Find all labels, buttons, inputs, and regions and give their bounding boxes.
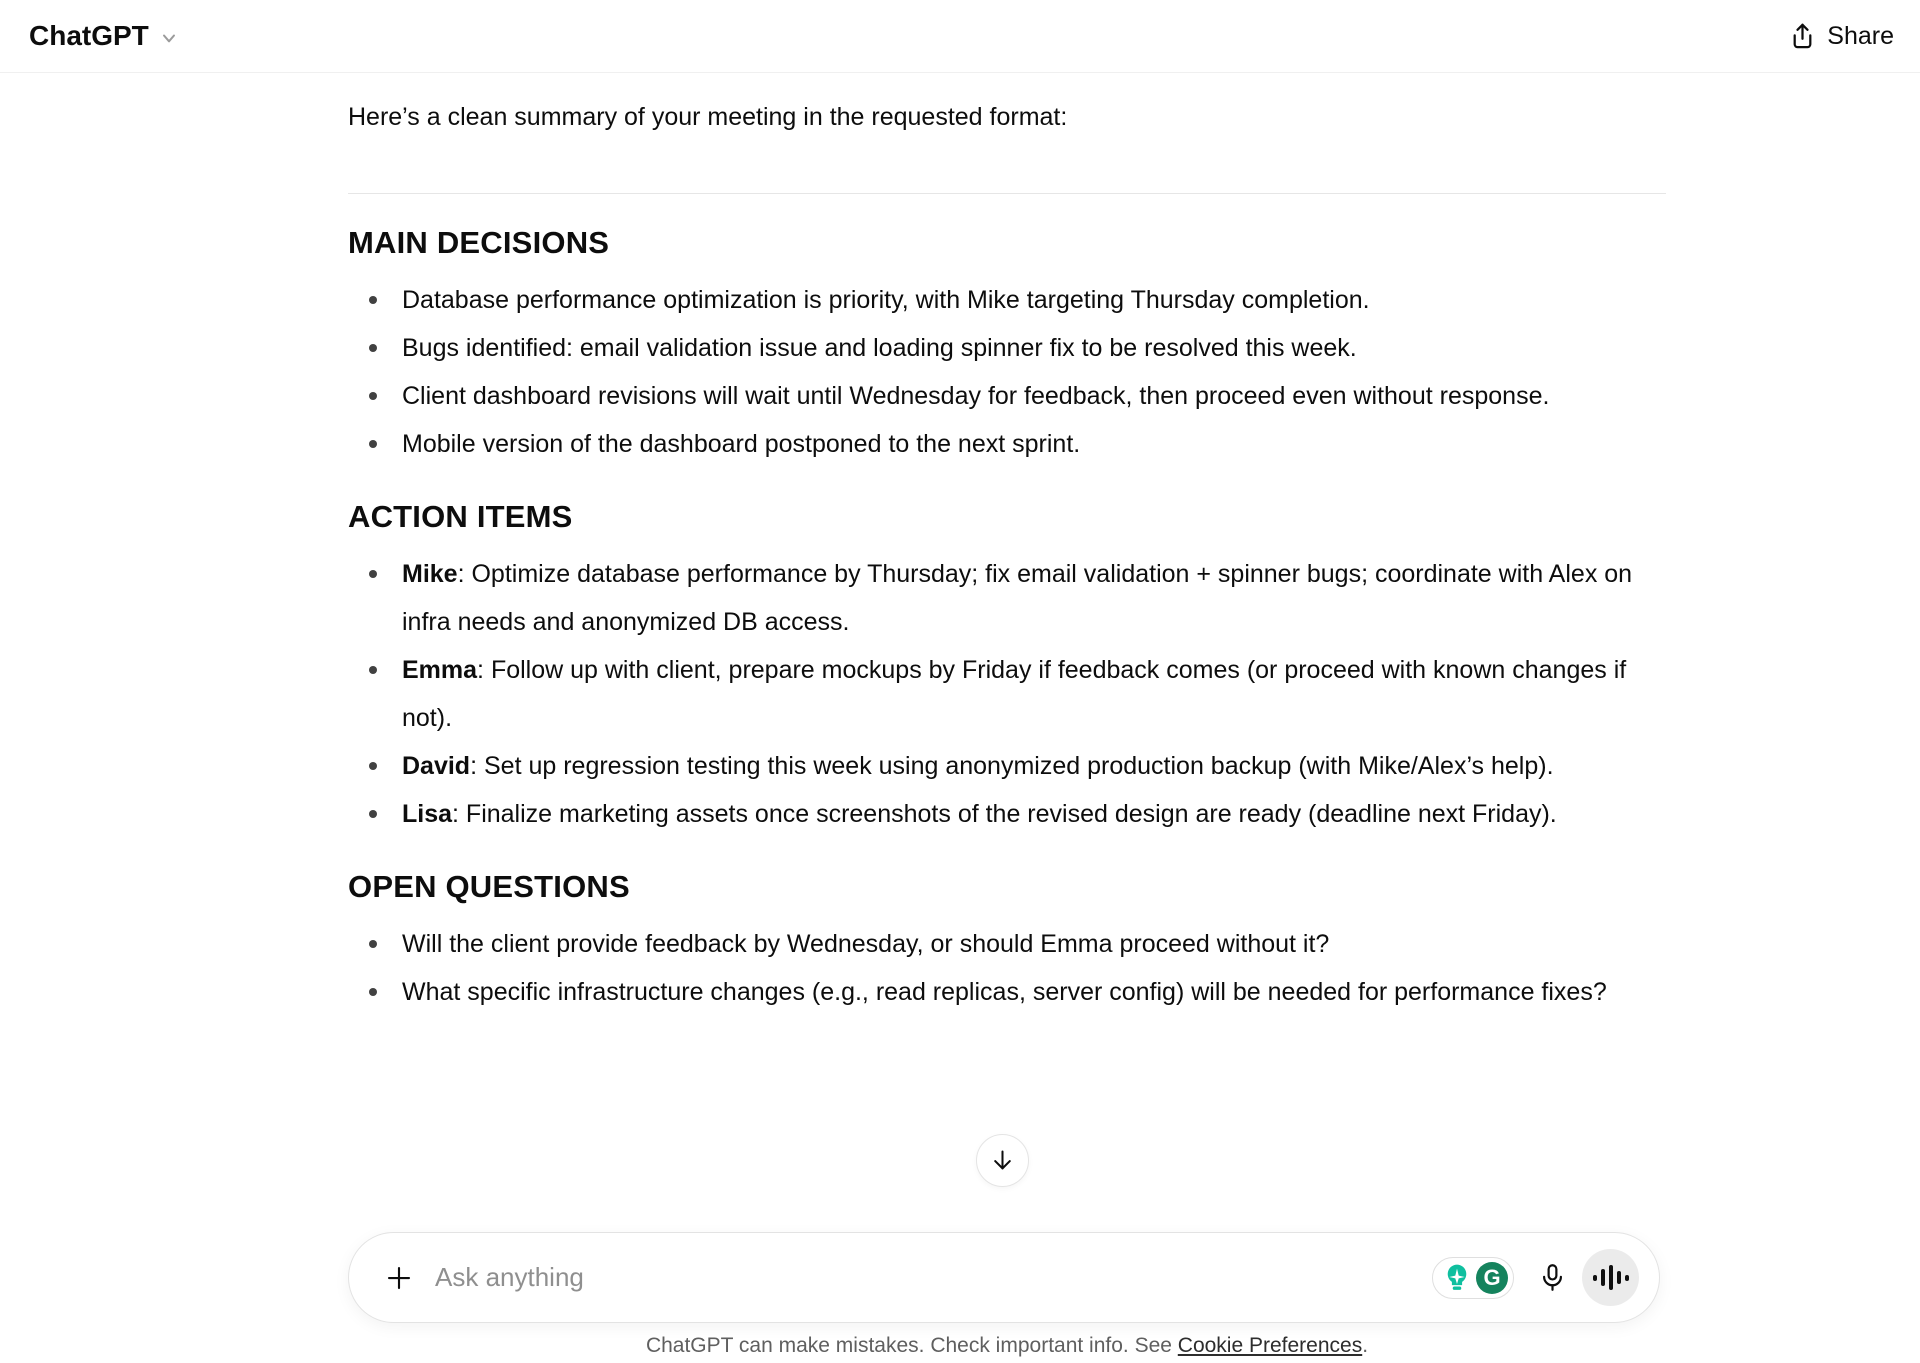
assignee-name: Lisa bbox=[402, 800, 453, 828]
microphone-icon bbox=[1537, 1262, 1568, 1293]
assignee-name: David bbox=[402, 752, 471, 780]
list-item: Database performance optimization is priority, with Mike targeting Thursday completion. bbox=[348, 276, 1666, 324]
section-heading: ACTION ITEMS bbox=[348, 499, 573, 534]
share-button[interactable] bbox=[1789, 22, 1894, 51]
grammarly-g-icon: G bbox=[1476, 1262, 1508, 1294]
section-list bbox=[348, 276, 1666, 468]
grammarly-extension-widget[interactable] bbox=[1432, 1257, 1514, 1299]
list-item: Mobile version of the dashboard postponed to the next sprint. bbox=[348, 420, 1666, 468]
section-list bbox=[348, 920, 1666, 1016]
lightbulb-sparkle-icon bbox=[1440, 1261, 1474, 1295]
list-item: Mike: Optimize database performance by Thursday; fix email validation + spinner bugs; coordinate with Alex on infra needs and anonymized DB access. bbox=[348, 550, 1666, 646]
section-heading: MAIN DECISIONS bbox=[348, 225, 610, 260]
share-label: Share bbox=[1827, 21, 1894, 50]
voice-waveform-icon bbox=[1593, 1265, 1629, 1290]
assignee-name: Mike bbox=[402, 560, 458, 588]
app-title: ChatGPT bbox=[29, 20, 149, 51]
top-bar bbox=[0, 0, 1920, 73]
section-heading: OPEN QUESTIONS bbox=[348, 869, 630, 904]
section-list bbox=[348, 550, 1666, 838]
list-item: Will the client provide feedback by Wednesday, or should Emma proceed without it? bbox=[348, 920, 1666, 968]
list-item: Emma: Follow up with client, prepare mockups by Friday if feedback comes (or proceed with known changes if not). bbox=[348, 646, 1666, 742]
list-item: What specific infrastructure changes (e.g., read replicas, server config) will be needed for performance fixes? bbox=[348, 968, 1666, 1016]
assignee-name: Emma bbox=[402, 656, 478, 684]
scroll-to-bottom-button[interactable] bbox=[976, 1134, 1029, 1187]
disclaimer bbox=[348, 1334, 1666, 1358]
list-item: David: Set up regression testing this week using anonymized production backup (with Mike/Alex’s help). bbox=[348, 742, 1666, 790]
message-sections bbox=[348, 219, 1666, 1016]
list-item: Bugs identified: email validation issue and loading spinner fix to be resolved this week. bbox=[348, 324, 1666, 372]
list-item: Lisa: Finalize marketing assets once screenshots of the revised design are ready (deadline next Friday). bbox=[348, 790, 1666, 838]
composer-actions bbox=[1432, 1249, 1639, 1306]
plus-icon bbox=[384, 1263, 414, 1293]
prompt-input[interactable] bbox=[435, 1262, 1432, 1293]
assistant-message bbox=[348, 73, 1666, 1016]
list-item: Client dashboard revisions will wait until Wednesday for feedback, then proceed even without response. bbox=[348, 372, 1666, 420]
message-divider bbox=[348, 193, 1666, 194]
chevron-down-icon bbox=[159, 28, 179, 48]
share-icon bbox=[1789, 22, 1816, 51]
disclaimer-period: . bbox=[1362, 1334, 1369, 1357]
dictate-button[interactable] bbox=[1530, 1256, 1574, 1300]
attach-button[interactable] bbox=[377, 1256, 421, 1300]
voice-mode-button[interactable] bbox=[1582, 1249, 1639, 1306]
model-switcher[interactable] bbox=[29, 20, 179, 52]
cookie-preferences-link[interactable]: Cookie Preferences bbox=[1177, 1334, 1363, 1357]
arrow-down-icon bbox=[989, 1147, 1016, 1174]
message-intro: Here’s a clean summary of your meeting in the requested format: bbox=[348, 103, 1068, 131]
composer-bar bbox=[348, 1232, 1660, 1323]
disclaimer-text: ChatGPT can make mistakes. Check important info. See bbox=[645, 1334, 1178, 1357]
